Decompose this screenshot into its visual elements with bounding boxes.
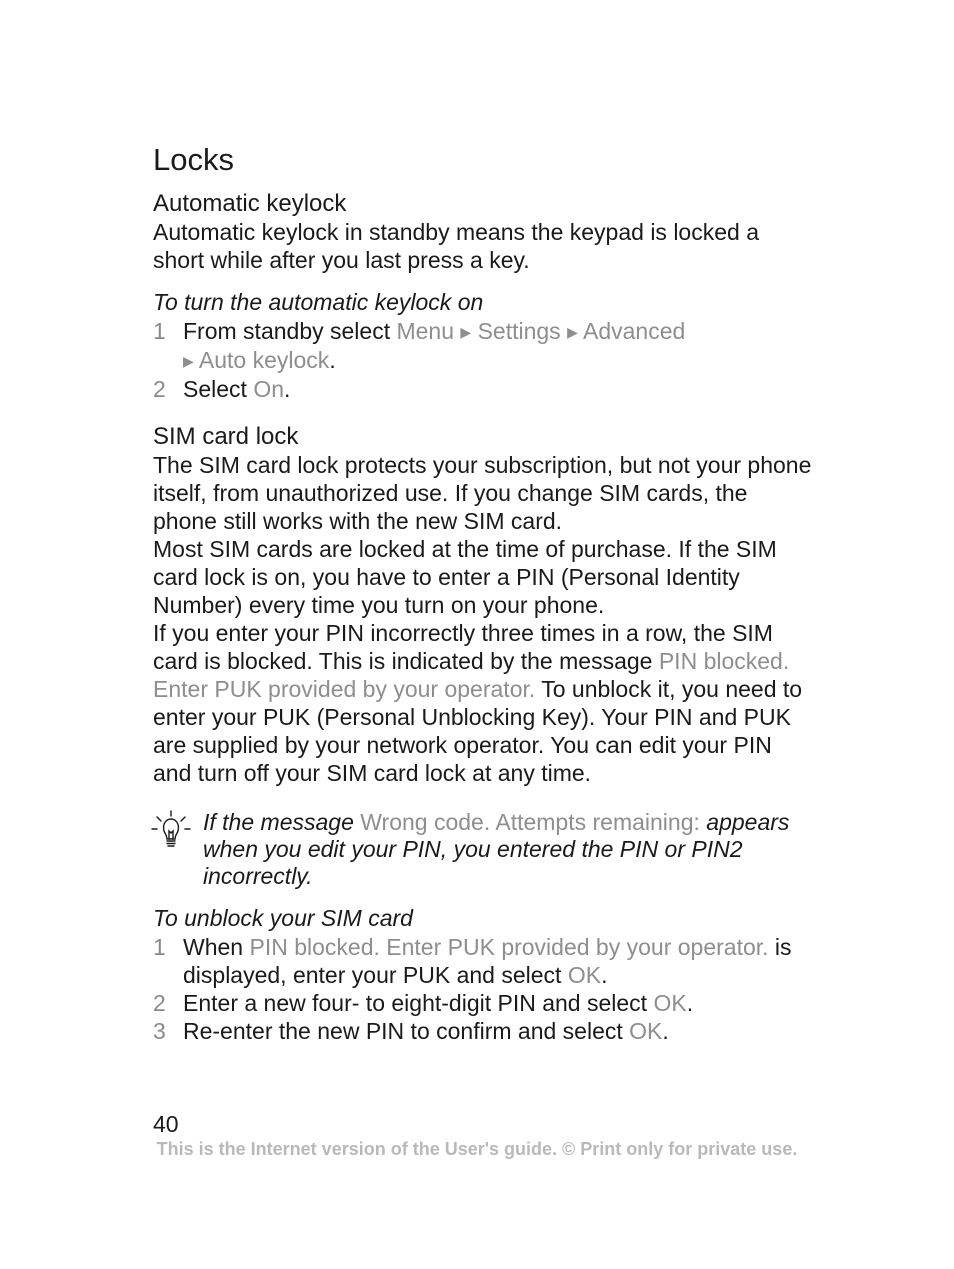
section-heading-automatic-keylock: Automatic keylock [153, 190, 347, 217]
display-message: PIN blocked. Enter PUK provided by your operator. [249, 934, 769, 960]
footer-notice: This is the Internet version of the User's guide. © Print only for private use. [156, 1139, 798, 1159]
list-item [153, 933, 813, 989]
step-text: Enter a new four- to eight-digit PIN and select OK. [183, 990, 694, 1016]
display-message: Wrong code. Attempts remaining: [360, 809, 700, 835]
page-title: Locks [153, 142, 234, 177]
menu-path-item: Settings [477, 318, 561, 344]
procedure-title-keylock: To turn the automatic keylock on [153, 289, 484, 315]
menu-option: OK [653, 990, 687, 1016]
step-text: From standby select Menu ▶ Settings ▶ Advanced ▶ Auto keylock. [183, 318, 686, 373]
step-number: 2 [153, 376, 166, 402]
step-text: Select On. [183, 376, 291, 402]
arrow-right-icon: ▶ [567, 324, 578, 340]
procedure-title-unblock: To unblock your SIM card [153, 905, 413, 931]
menu-option: OK [629, 1018, 663, 1044]
menu-path-item: Advanced [582, 318, 686, 344]
step-text: When PIN blocked. Enter PUK provided by your operator. is displayed, enter your PUK and select OK. [183, 934, 792, 988]
step-text: Re-enter the new PIN to confirm and select OK. [183, 1018, 669, 1044]
simlock-paragraph: Most SIM cards are locked at the time of purchase. If the SIM card lock is on, you have to enter a PIN (Personal Identity Number) every time you turn on your phone. [153, 536, 777, 618]
simlock-paragraph: If you enter your PIN incorrectly three times in a row, the SIM card is blocked. This is indicated by the message PIN blocked. Enter PUK provided by your operator. To unblock it, you need to enter your PUK (Personal Unblocking Key). Your PIN and PUK are supplied by your network operator. You can edit your PIN and turn off your SIM card lock at any time. [153, 620, 803, 786]
arrow-right-icon: ▶ [460, 324, 472, 340]
display-message: PIN blocked. Enter PUK provided by your operator. [153, 648, 790, 702]
tip-note [153, 809, 813, 890]
page-number: 40 [153, 1111, 179, 1137]
arrow-right-icon: ▶ [183, 353, 194, 369]
list-item [153, 989, 813, 1017]
step-number: 2 [153, 990, 166, 1016]
page-content [153, 140, 813, 1045]
menu-option: On [253, 376, 285, 402]
section-heading-sim-card-lock: SIM card lock [153, 423, 299, 450]
list-item [153, 317, 813, 375]
step-number: 3 [153, 1018, 166, 1044]
list-item [153, 375, 813, 403]
keylock-description: Automatic keylock in standby means the keypad is locked a short while after you last press a key. [153, 219, 759, 273]
menu-path-item: Auto keylock [198, 347, 330, 373]
menu-option: OK [567, 962, 602, 988]
simlock-paragraph: The SIM card lock protects your subscription, but not your phone itself, from unauthorized use. If you change SIM cards, the phone still works with the new SIM card. [153, 452, 812, 534]
step-number: 1 [153, 934, 166, 960]
menu-path-item: Menu [396, 318, 455, 344]
list-item [153, 1017, 813, 1045]
tip-text: If the message Wrong code. Attempts remaining: appears when you edit your PIN, you entered the PIN or PIN2 incorrectly. [203, 809, 790, 889]
step-number: 1 [153, 318, 166, 344]
lightbulb-icon [151, 809, 201, 849]
